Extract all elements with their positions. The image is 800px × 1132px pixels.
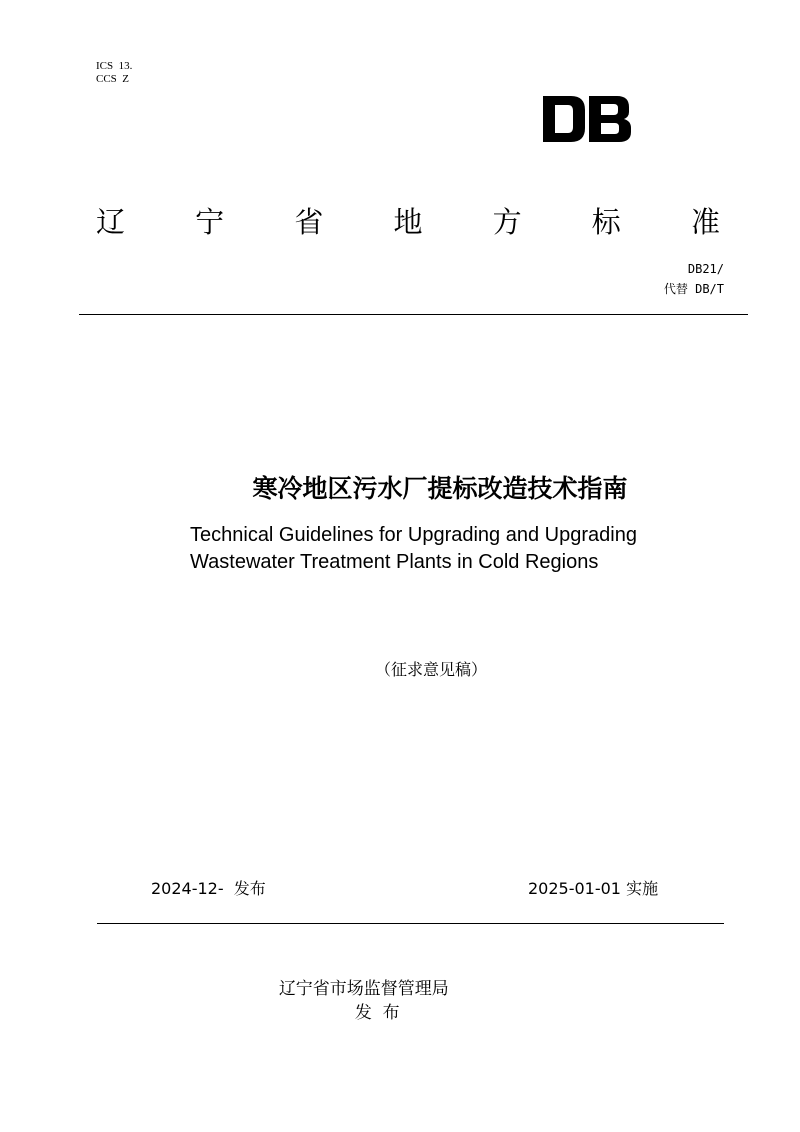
- standard-type-char: 辽: [96, 205, 126, 239]
- standard-type-char: 省: [294, 205, 324, 239]
- issuer-name: 辽宁省市场监督管理局: [278, 979, 449, 999]
- implementation-date: 2025-01-01 实施: [528, 879, 659, 898]
- standard-type-char: 标: [591, 205, 621, 239]
- ics-code: ICS 13.: [96, 60, 133, 72]
- standard-type-char: 准: [690, 205, 720, 239]
- issuer: [268, 953, 449, 1025]
- replaces-standard: 代替 DB/T: [663, 282, 724, 296]
- standard-type-char: 方: [492, 205, 522, 239]
- issue-date: 2024-12- 发布: [151, 879, 266, 898]
- standard-number: DB21/: [687, 262, 724, 276]
- document-title-chinese: 寒冷地区污水厂提标改造技术指南: [252, 474, 628, 503]
- standard-type-char: 地: [393, 205, 423, 239]
- standard-type-char: 宁: [195, 205, 225, 239]
- bottom-divider: [97, 923, 724, 924]
- top-divider: [79, 314, 748, 315]
- issuer-action: 发 布: [354, 1003, 400, 1023]
- title-english-line-2: Wastewater Treatment Plants in Cold Regions: [190, 551, 599, 573]
- title-english-line-1: Technical Guidelines for Upgrading and Upgrading: [190, 524, 637, 546]
- ccs-code: CCS Z: [96, 73, 130, 85]
- draft-status: （征求意见稿）: [374, 660, 487, 679]
- document-title-english: [190, 522, 710, 576]
- standard-type-heading: [96, 200, 720, 244]
- db-logo: [543, 96, 631, 142]
